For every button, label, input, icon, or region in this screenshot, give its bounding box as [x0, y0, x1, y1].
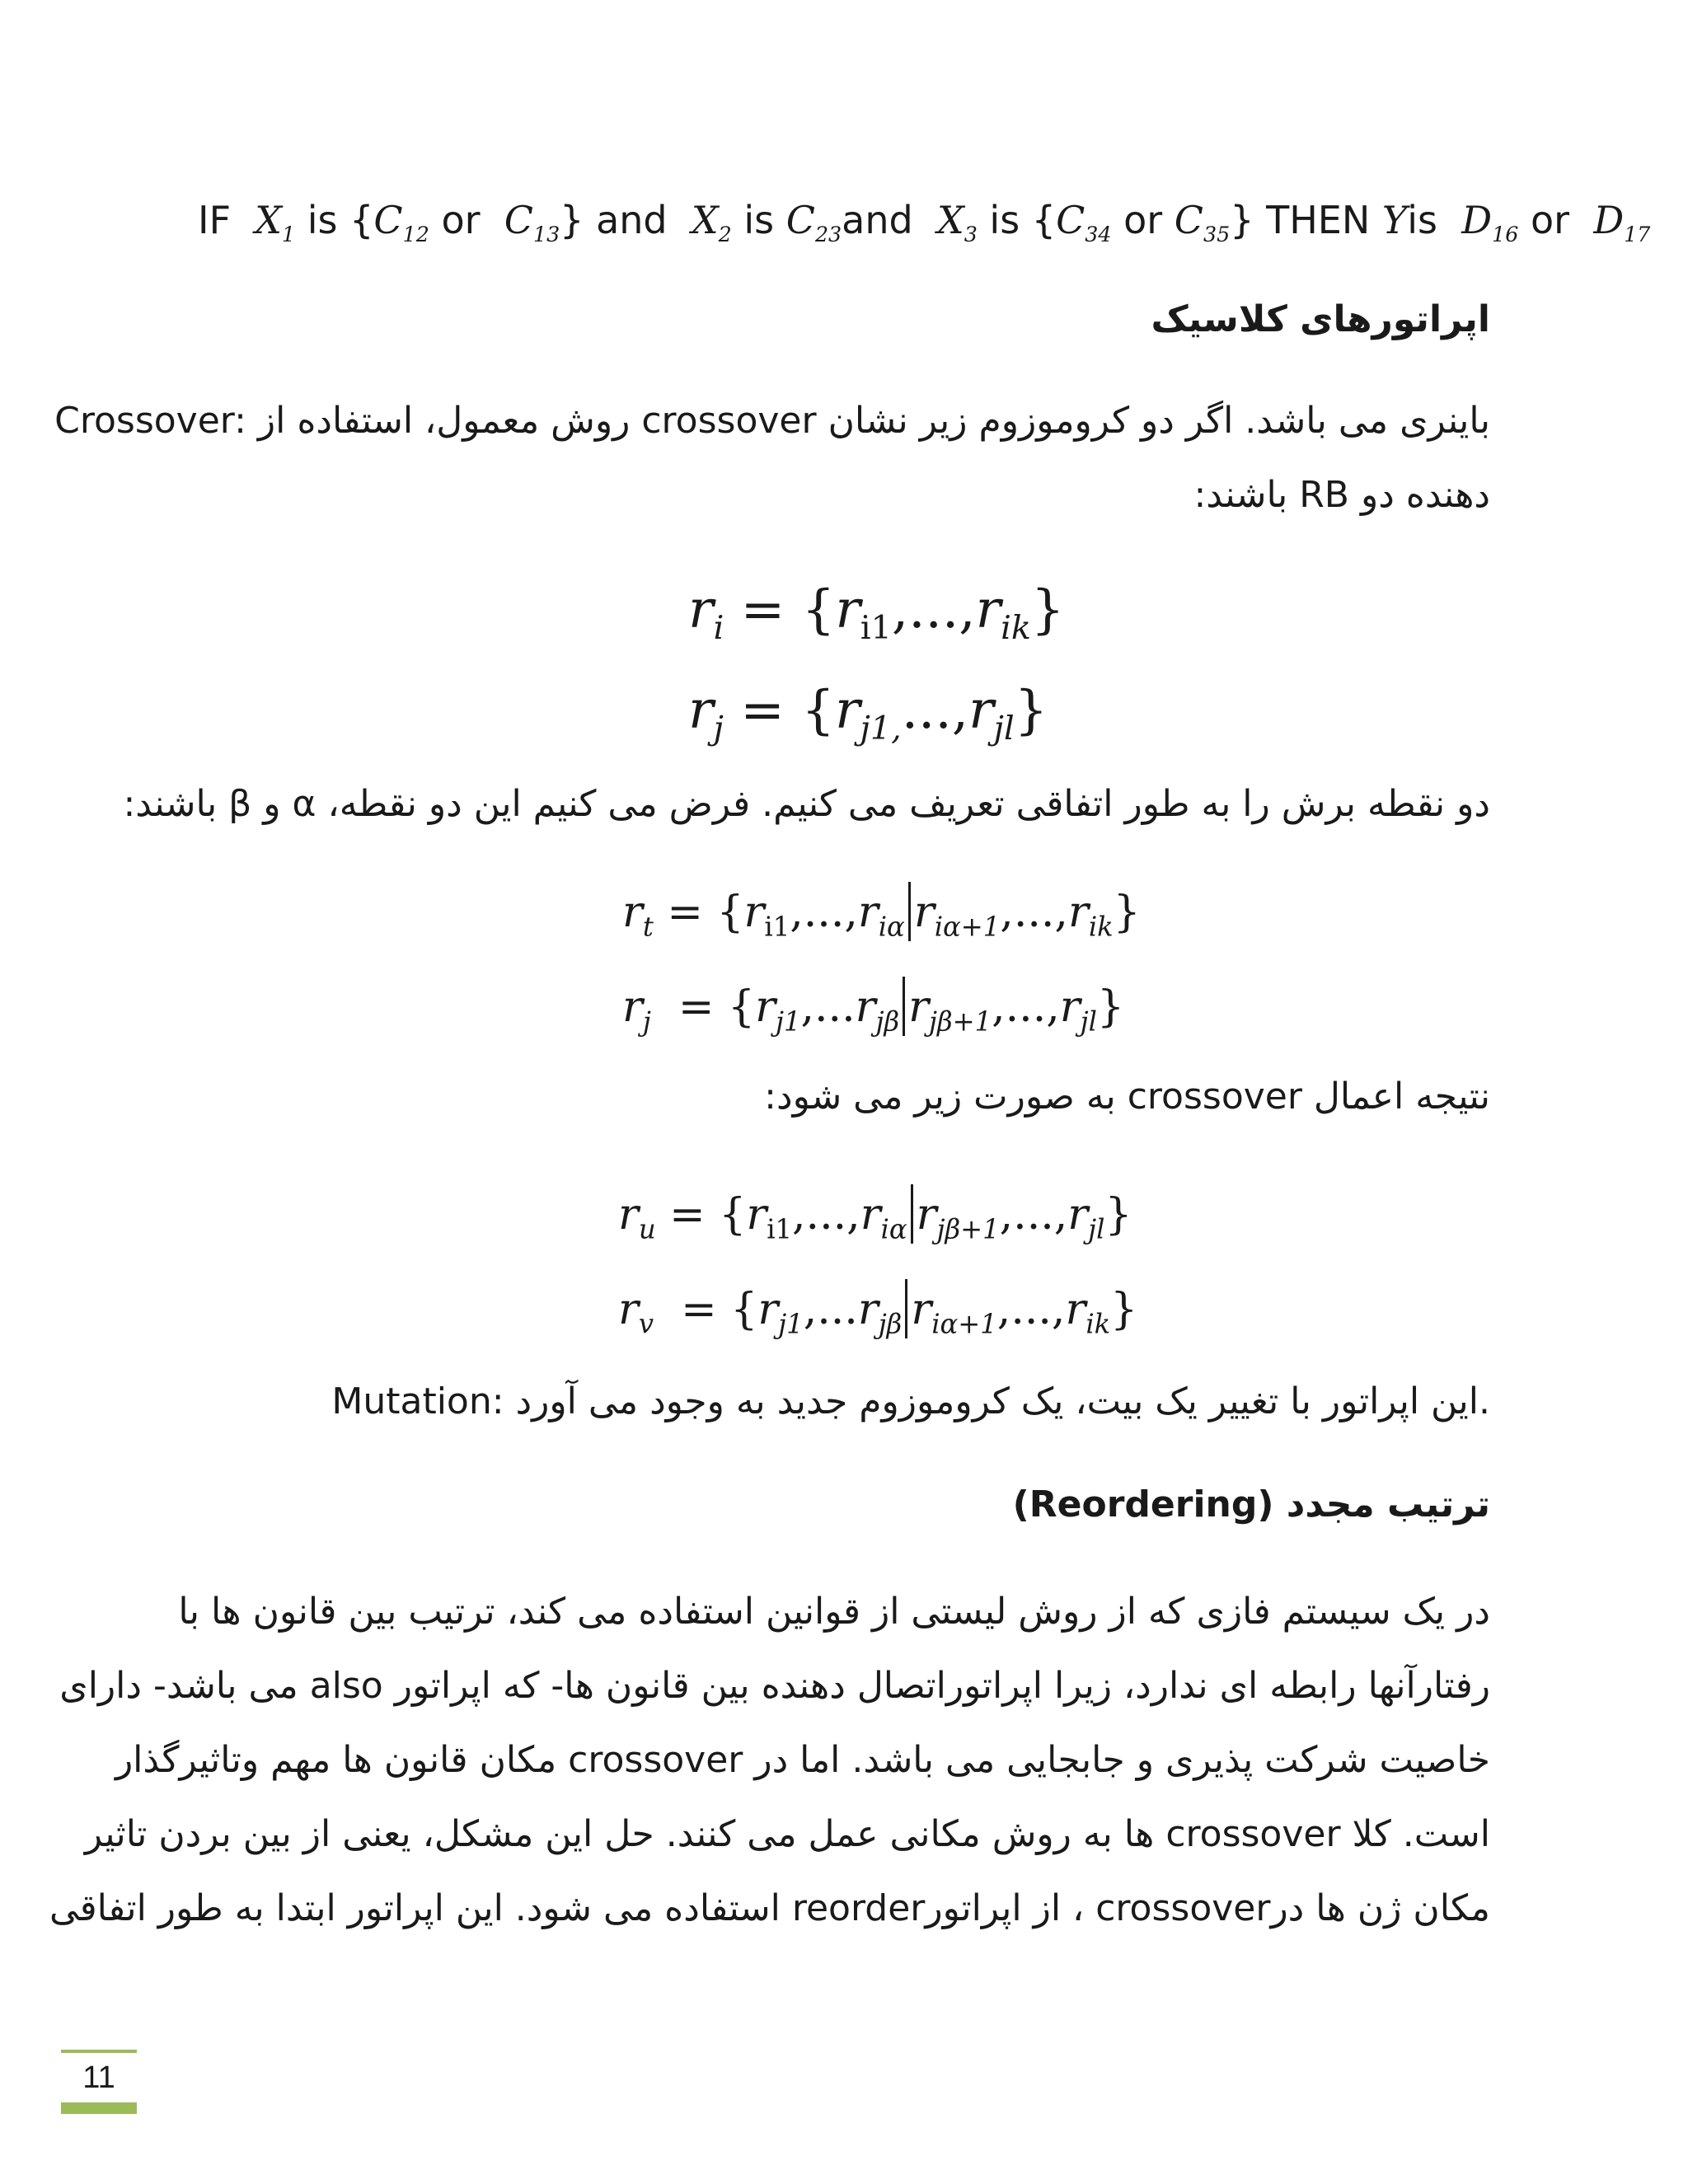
rule-is-3: is — [989, 198, 1020, 242]
equation-block-offspring — [618, 1174, 1137, 1365]
rule-d16: $D_{16}$ — [1461, 198, 1519, 247]
crossover-result-text: نتیجه اعمال crossover به صورت زیر می شود: — [764, 1076, 1490, 1118]
rule-or-2: or — [1123, 198, 1163, 242]
rule-x3: $X_3$ — [936, 198, 978, 247]
rule-if: IF — [198, 198, 232, 242]
cut-points-text: دو نقطه برش را به طور اتفاقی تعریف می کنیم. فرض می کنیم این دو نقطه، α و β باشند: — [123, 783, 1490, 825]
rule-or-1: or — [441, 198, 481, 242]
reordering-line-5: مکان ژن ها درcrossover ، از اپراتورreorder استفاده می شود. این اپراتور ابتدا به طور اتفاقی — [49, 1887, 1490, 1929]
crossover-intro-line-1: Crossover: روش معمول، استفاده از crossover باینری می باشد. اگر دو کروموزوم زیر نشان — [54, 400, 1490, 442]
crossover-intro-line-2: دهنده دو RB باشند: — [1193, 474, 1490, 516]
equation-rj: $r_j = \{r_{j1,}...,r_{jl}\}$ — [688, 679, 1048, 748]
equation-rj-cut: $r_j = \{r_{j1},...r_{j\beta}$ $r_{j\beta+1},...,r_{jl}$} — [622, 967, 1141, 1062]
rule-x2: $X_2$ — [691, 198, 732, 247]
rule-is-2: is — [743, 198, 775, 242]
rule-c13: $C_{13}$ — [504, 198, 560, 247]
rule-y: Y — [1381, 198, 1408, 242]
rule-is-1: is — [307, 198, 338, 242]
rule-and-1: and — [596, 198, 668, 242]
equation-ru: $r_u = \{r_{i1},...,r_{i\alpha}$ $r_{j\beta+1},...,r_{jl}$} — [618, 1174, 1137, 1269]
reordering-line-4: است. کلا crossover ها به روش مکانی عمل می کنند. حل این مشکل، یعنی از بین بردن تاثیر — [84, 1813, 1490, 1855]
rule-is-4: is — [1407, 198, 1438, 242]
rule-c35: $C_{35}$ — [1174, 198, 1231, 247]
heading-classic-operators: اپراتورهای کلاسیک — [1151, 298, 1490, 340]
page-number: 11 — [82, 2060, 115, 2095]
rule-x1: $X_1$ — [255, 198, 296, 247]
fuzzy-rule-line: IF $X_1$ is {$C_{12}$ or $C_{13}$} and $X_2$ is $C_{23}and$ $X_3$ is {$C_{34}$ or $C_{35}$} THEN Yis $D_{16}$ or $D_{17}$ — [198, 198, 1651, 247]
equation-rt: $r_t = \{r_{i1},...,r_{i\alpha}$ $r_{i\alpha+1},...,r_{ik}$} — [622, 872, 1141, 967]
reordering-line-1: در یک سیستم فازی که از روش لیستی از قوانین استفاده می کند، ترتیب بین قانون ها با — [178, 1591, 1490, 1633]
equation-ri: $r_i = \{r_{i1},...,r_{ik}\}$ — [688, 579, 1065, 647]
mutation-text: Mutation: این اپراتور با تغییر یک بیت، یک کروموزوم جدید به وجود می آورد. — [331, 1380, 1490, 1422]
reordering-line-2: رفتارآنها رابطه ای ندارد، زیرا اپراتوراتصال دهنده بین قانون ها- که اپراتور also می باشد- دارای — [59, 1665, 1490, 1707]
rule-c34: $C_{34}$ — [1056, 198, 1112, 247]
equation-block-chromosomes — [688, 569, 1065, 770]
page-number-footer — [61, 2050, 137, 2114]
rule-d17: $D_{17}$ — [1593, 198, 1651, 247]
rule-or-3: or — [1531, 198, 1570, 242]
equation-rv: $r_v = \{r_{j1},...r_{j\beta}$ $r_{i\alpha+1},...,r_{ik}$} — [618, 1269, 1137, 1364]
rule-c12: $C_{12}$ — [373, 198, 429, 247]
heading-reordering: ترتیب مجدد (Reordering) — [1012, 1483, 1490, 1526]
equation-block-cut-points — [622, 872, 1141, 1062]
rule-and-2: and — [842, 198, 913, 242]
rule-then: THEN — [1266, 198, 1371, 242]
reordering-line-3: خاصیت شرکت پذیری و جابجایی می باشد. اما در crossover مکان قانون ها مهم وتاثیرگذار — [115, 1739, 1490, 1781]
rule-c23: $C_{23}$ — [785, 198, 842, 247]
page-number-bottom-bar — [61, 2102, 137, 2114]
